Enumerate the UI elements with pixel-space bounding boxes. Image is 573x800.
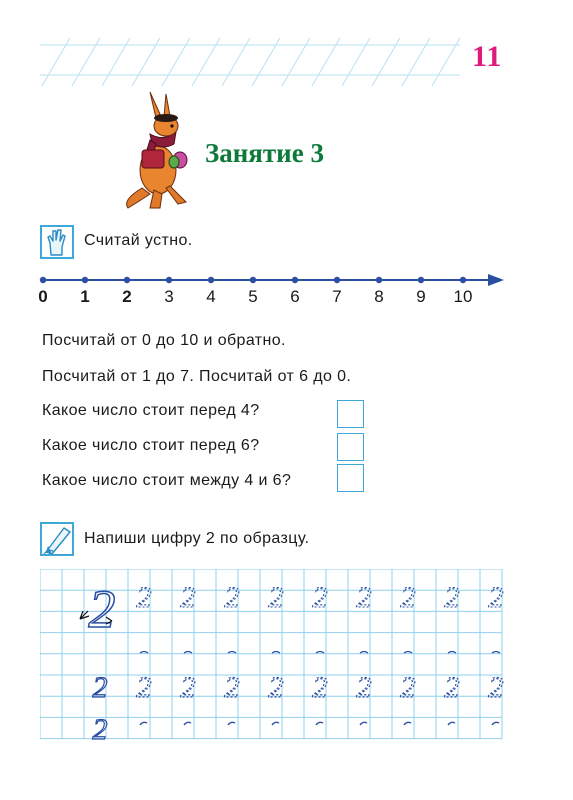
trace-digit-row3: 2 <box>92 671 108 704</box>
answer-box-before-6[interactable] <box>337 433 364 461</box>
trace-digit-row3: 2 <box>136 671 152 704</box>
number-line-label-7: 7 <box>332 287 342 306</box>
question-count-1-7: Посчитай от 1 до 7. Посчитай от 6 до 0. <box>42 368 352 385</box>
number-line-tick-10 <box>460 277 466 283</box>
number-line-tick-8 <box>376 277 382 283</box>
trace-digit-row1: 2 <box>136 581 152 614</box>
trace-digit-row1: 2 <box>488 581 504 614</box>
trace-digit-row3: 2 <box>180 671 196 704</box>
number-line-tick-2 <box>124 277 130 283</box>
number-line-tick-3 <box>166 277 172 283</box>
trace-digit-row3: 2 <box>224 671 240 704</box>
question-before-4: Какое число стоит перед 4? <box>42 402 260 419</box>
question-count-0-10: Посчитай от 0 до 10 и обратно. <box>42 332 286 349</box>
number-line-label-10: 10 <box>453 287 473 306</box>
number-line-label-9: 9 <box>416 287 426 306</box>
trace-digit-row1: 2 <box>180 581 196 614</box>
question-between-4-6: Какое число стоит между 4 и 6? <box>42 472 292 489</box>
answer-box-before-4[interactable] <box>337 400 364 428</box>
writing-grid[interactable] <box>40 569 506 741</box>
lesson-title: Занятие 3 <box>205 138 324 168</box>
number-line-label-5: 5 <box>248 287 258 306</box>
pencil-writing-icon <box>40 522 74 556</box>
task2-label: Напиши цифру 2 по образцу. <box>84 530 310 547</box>
number-line-tick-4 <box>208 277 214 283</box>
number-line-label-3: 3 <box>164 287 174 306</box>
task1-label: Считай устно. <box>84 232 193 249</box>
number-line-label-8: 8 <box>374 287 384 306</box>
number-line-label-0: 0 <box>38 287 48 306</box>
sample-digit-large: 2 <box>88 579 116 639</box>
number-line-tick-1 <box>82 277 88 283</box>
trace-digit-row1: 2 <box>400 581 416 614</box>
trace-digit-row3: 2 <box>400 671 416 704</box>
hand-counting-icon <box>40 225 74 259</box>
question-before-6: Какое число стоит перед 6? <box>42 437 260 454</box>
page-number: 11 <box>472 40 503 73</box>
trace-digit-row1: 2 <box>444 581 460 614</box>
number-line-label-2: 2 <box>122 287 132 306</box>
answer-box-between-4-6[interactable] <box>337 464 364 492</box>
trace-digit-row1: 2 <box>268 581 284 614</box>
trace-digit-row1: 2 <box>312 581 328 614</box>
number-line-tick-7 <box>334 277 340 283</box>
trace-digit-row3: 2 <box>268 671 284 704</box>
trace-digit-row4: 2 <box>92 713 108 741</box>
trace-digit-row3: 2 <box>488 671 504 704</box>
number-line-label-4: 4 <box>206 287 216 306</box>
number-line <box>30 270 510 310</box>
trace-digit-row3: 2 <box>444 671 460 704</box>
number-line-label-1: 1 <box>80 287 90 306</box>
number-line-tick-6 <box>292 277 298 283</box>
number-line-tick-5 <box>250 277 256 283</box>
trace-digit-row3: 2 <box>356 671 372 704</box>
number-line-tick-9 <box>418 277 424 283</box>
kangaroo-mascot-icon <box>120 90 200 212</box>
trace-digit-row1: 2 <box>224 581 240 614</box>
trace-digit-row1: 2 <box>356 581 372 614</box>
number-line-tick-0 <box>40 277 46 283</box>
number-line-label-6: 6 <box>290 287 300 306</box>
trace-digit-row3: 2 <box>312 671 328 704</box>
